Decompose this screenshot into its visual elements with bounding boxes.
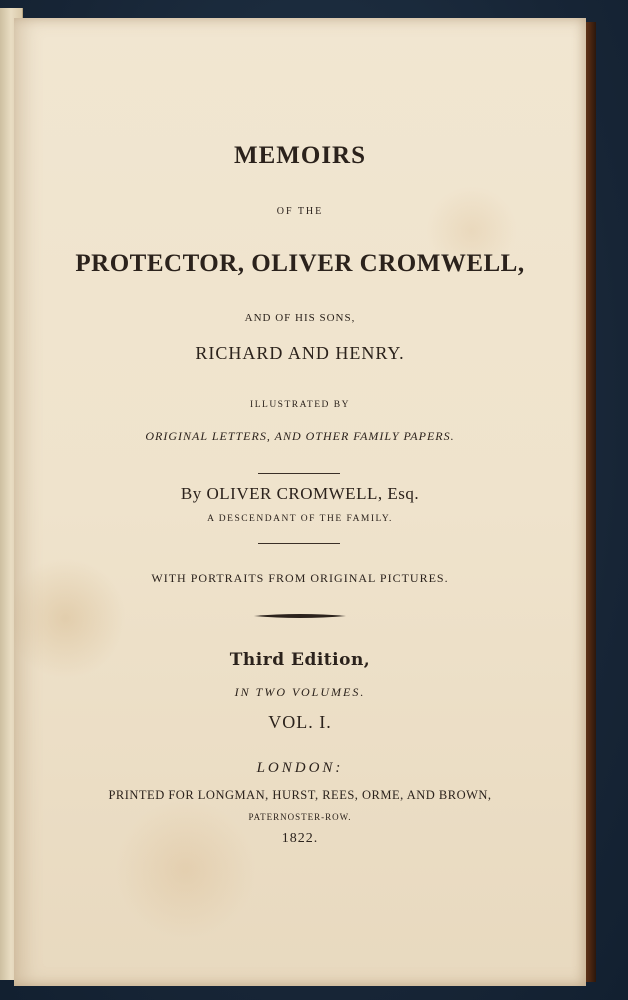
printer-address: PATERNOSTER-ROW. [248, 812, 352, 822]
ornament-rule-icon [254, 611, 346, 621]
volume-number: VOL. I. [268, 712, 332, 732]
sons-names: RICHARD AND HENRY. [195, 343, 405, 363]
subject-title: PROTECTOR, OLIVER CROMWELL, [75, 250, 525, 277]
volumes-text: IN TWO VOLUMES. [234, 685, 366, 699]
of-the-text: OF THE [276, 206, 324, 217]
sources-text: ORIGINAL LETTERS, AND OTHER FAMILY PAPERS. [145, 429, 455, 443]
illustrated-by-text: ILLUSTRATED BY [250, 400, 350, 410]
title-page [14, 18, 586, 986]
author-note: A DESCENDANT OF THE FAMILY. [207, 514, 393, 524]
divider-rule [258, 543, 340, 544]
divider-rule [258, 473, 340, 474]
and-of-his-sons-text: AND OF HIS SONS, [244, 312, 356, 324]
author-line: By OLIVER CROMWELL, Esq. [180, 484, 420, 503]
book-title: MEMOIRS [234, 142, 366, 169]
edition-text: Third Edition, [229, 650, 371, 670]
publication-year: 1822. [281, 831, 319, 846]
portraits-note: WITH PORTRAITS FROM ORIGINAL PICTURES. [151, 571, 449, 585]
publication-place: LONDON: [256, 760, 344, 776]
printer-line: PRINTED FOR LONGMAN, HURST, REES, ORME, AND BROWN, [108, 788, 492, 802]
